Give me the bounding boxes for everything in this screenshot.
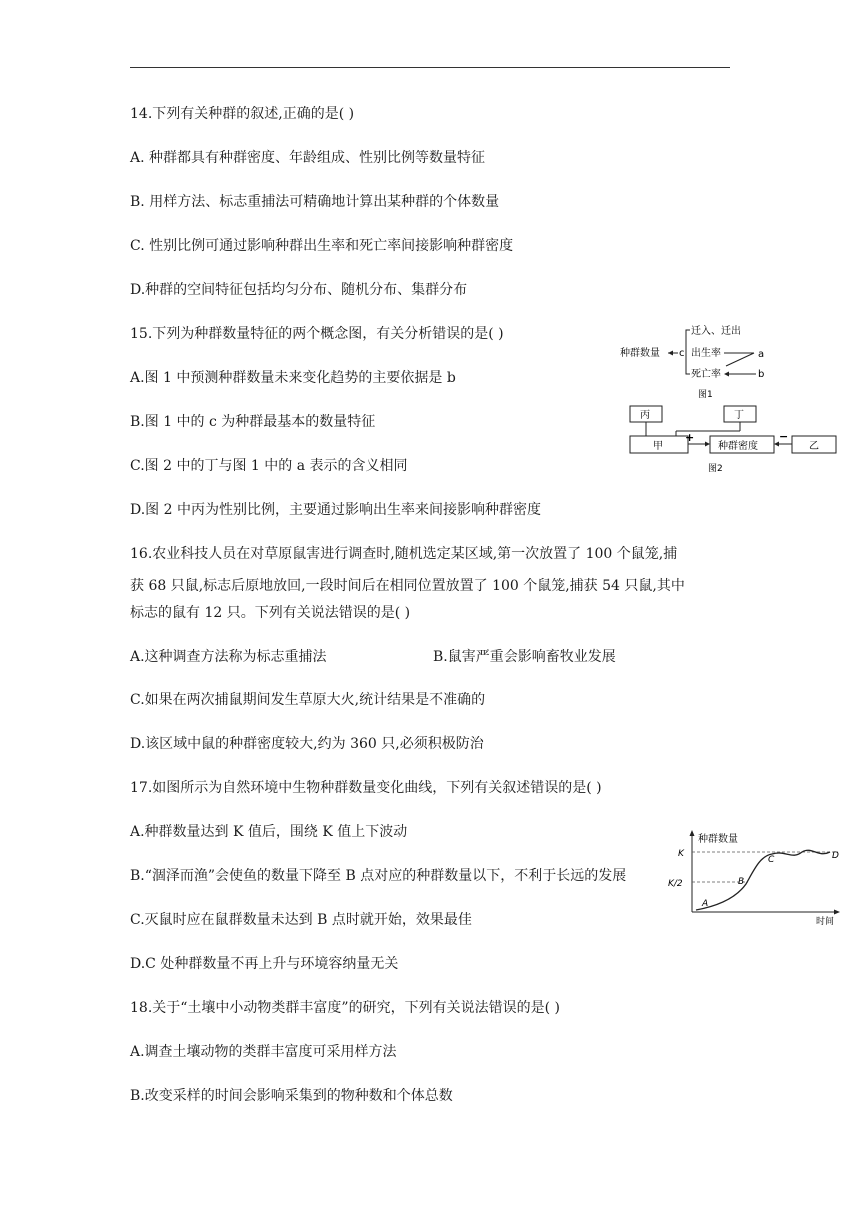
fig2-plus: + (685, 431, 695, 444)
fig1-a: a (758, 349, 765, 360)
q16-option-d: D.该区域中鼠的种群密度较大,约为 360 只,必须积极防治 (130, 736, 484, 752)
graph-k-half: K/2 (668, 879, 683, 889)
q18-option-a: A.调查土壤动物的类群丰富度可采用样方法 (130, 1044, 397, 1060)
header-rule (130, 67, 730, 68)
q15-stem: 15.下列为种群数量特征的两个概念图，有关分析错误的是( ) (130, 326, 504, 342)
fig1-migration: 迁入、迁出 (691, 326, 741, 337)
fig1-c: c (679, 348, 685, 359)
graph-x-label: 时间 (816, 917, 835, 927)
q14-option-d: D.种群的空间特征包括均匀分布、随机分布、集群分布 (130, 282, 468, 298)
fig1-death-rate: 死亡率 (691, 369, 721, 380)
fig1-arrow-b-head (724, 372, 729, 377)
fig2-bing: 丙 (640, 410, 650, 421)
q16-stem-line1: 16.农业科技人员在对草原鼠害进行调查时,随机选定某区域,第一次放置了 100 个鼠笼,捕 (130, 546, 678, 562)
fig1-arrow-head (668, 351, 673, 356)
q16-stem-line2: 获 68 只鼠,标志后原地放回,一段时间后在相同位置放置了 100 个鼠笼,捕获 54 只鼠,其中 (130, 578, 685, 594)
graph-y-label: 种群数量 (698, 834, 738, 845)
q17-option-a: A.种群数量达到 K 值后，围绕 K 值上下波动 (130, 824, 408, 840)
graph-k: K (678, 849, 684, 859)
q16-option-c: C.如果在两次捕鼠期间发生草原大火,统计结果是不准确的 (130, 692, 486, 708)
graph-point-d: D (832, 851, 839, 861)
fig2-density: 种群密度 (718, 441, 758, 452)
graph-y-axis-arrow (690, 830, 695, 836)
q17-option-b: B.“涸泽而渔”会使鱼的数量下降至 B 点对应的种群数量以下，不利于长远的发展 (130, 868, 627, 884)
q18-stem: 18.关于“土壤中小动物类群丰富度”的研究，下列有关说法错误的是( ) (130, 1000, 560, 1016)
graph-point-a: A (702, 899, 709, 909)
fig1-b: b (758, 369, 765, 380)
fig2-ding: 丁 (734, 410, 744, 421)
q15-figure-2 (626, 403, 842, 477)
fig1-caption: 图1 (698, 390, 713, 400)
graph-point-b: B (738, 877, 745, 887)
fig2-jia: 甲 (653, 441, 663, 452)
graph-point-c: C (768, 855, 775, 865)
fig1-birth-rate: 出生率 (691, 348, 721, 359)
q14-option-b: B. 用样方法、标志重捕法可精确地计算出某种群的个体数量 (130, 194, 500, 210)
fig2-yi: 乙 (809, 441, 819, 452)
q14-option-a: A. 种群都具有种群密度、年龄组成、性别比例等数量特征 (130, 150, 486, 166)
q15-figure-1 (612, 322, 765, 400)
fig2-caption: 图2 (708, 464, 723, 474)
q17-option-d: D.C 处种群数量不再上升与环境容纳量无关 (130, 956, 399, 972)
q15-option-c: C.图 2 中的丁与图 1 中的 a 表示的含义相同 (130, 458, 408, 474)
q14-option-c: C. 性别比例可通过影响种群出生率和死亡率间接影响种群密度 (130, 238, 514, 254)
fig1-bracket (686, 330, 690, 374)
q14-stem: 14.下列有关种群的叙述,正确的是( ) (130, 106, 355, 122)
fig2-minus: − (779, 430, 789, 443)
q17-growth-curve (668, 826, 854, 926)
q16-option-a: A.这种调查方法称为标志重捕法 (130, 649, 327, 665)
q15-option-d: D.图 2 中丙为性别比例，主要通过影响出生率来间接影响种群密度 (130, 502, 541, 518)
fig1-population-label: 种群数量 (620, 348, 660, 359)
fig2-arrow-plus-head (705, 442, 710, 447)
q15-option-a: A.图 1 中预测种群数量未来变化趋势的主要依据是 b (130, 370, 456, 386)
fig1-line-diagonal (726, 353, 754, 366)
q18-option-b: B.改变采样的时间会影响采集到的物种数和个体总数 (130, 1088, 453, 1104)
q16-stem-line3: 标志的鼠有 12 只。下列有关说法错误的是( ) (130, 605, 411, 621)
q17-option-c: C.灭鼠时应在鼠群数量未达到 B 点时就开始，效果最佳 (130, 912, 472, 928)
graph-x-axis-arrow (834, 910, 840, 915)
q15-option-b: B.图 1 中的 c 为种群最基本的数量特征 (130, 414, 376, 430)
q17-stem: 17.如图所示为自然环境中生物种群数量变化曲线，下列有关叙述错误的是( ) (130, 780, 602, 796)
q16-option-b: B.鼠害严重会影响畜牧业发展 (433, 649, 616, 665)
graph-curve (696, 850, 830, 910)
